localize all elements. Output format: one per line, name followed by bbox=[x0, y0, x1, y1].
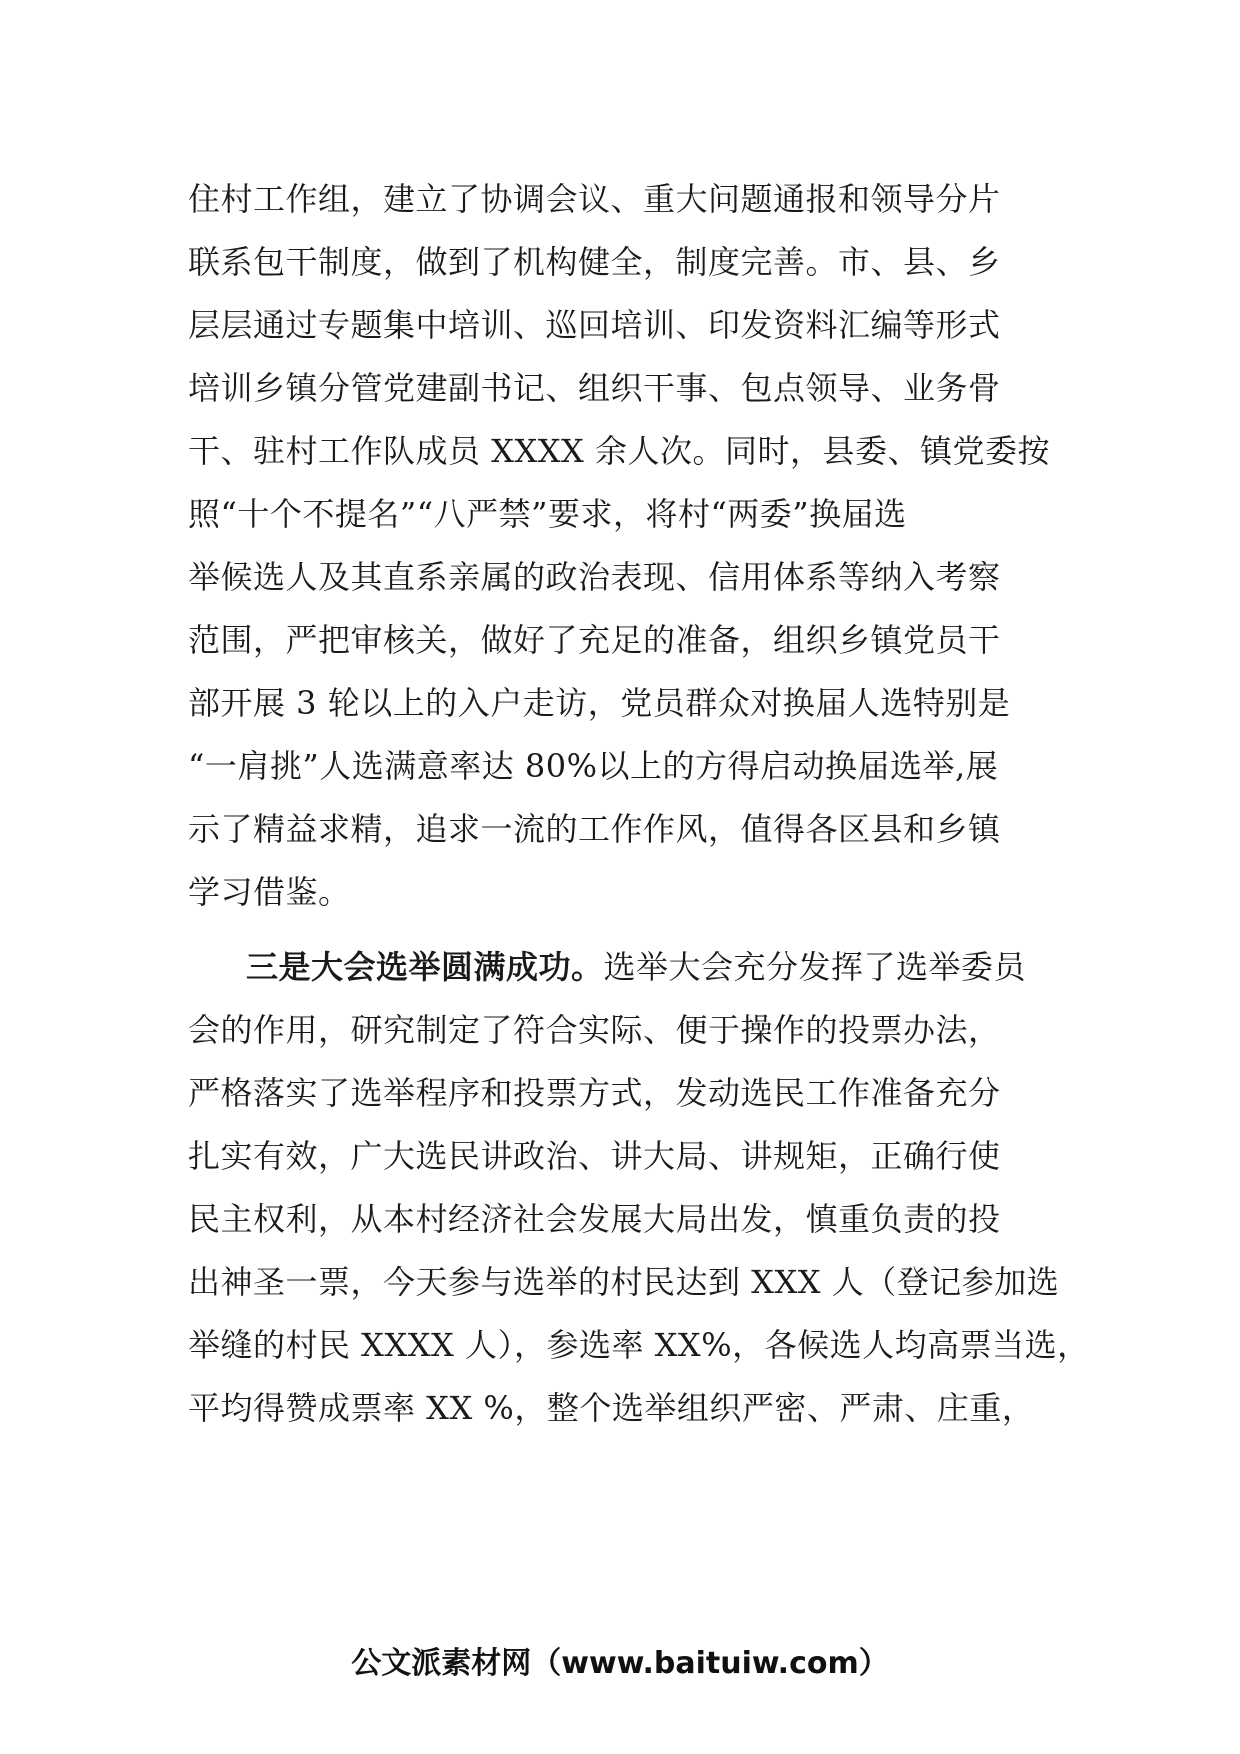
paragraph-2-line-2: 会的作用，研究制定了符合实际、便于操作的投票办法， bbox=[188, 1011, 1001, 1049]
footer-source: 公文派素材网（www.baituiw.com） bbox=[351, 1646, 889, 1681]
paragraph-1-line-1: 住村工作组，建立了协调会议、重大问题通报和领导分片 bbox=[188, 180, 1001, 218]
paragraph-1-line-11: 示了精益求精，追求一流的工作作风，值得各区县和乡镇 bbox=[188, 810, 1001, 848]
paragraph-1-line-2: 联系包干制度，做到了机构健全，制度完善。市、县、乡 bbox=[188, 243, 1001, 281]
paragraph-2-line-6: 出神圣一票，今天参与选举的村民达到 XXX 人（登记参加选 bbox=[188, 1263, 1060, 1301]
paragraph-2-line-5: 民主权利，从本村经济社会发展大局出发，慎重负责的投 bbox=[188, 1200, 1001, 1238]
body-text bbox=[188, 168, 1090, 1440]
paragraph-2-first-line-rest: 选举大会充分发挥了选举委员 bbox=[603, 948, 1027, 986]
paragraph-2-line-1 bbox=[188, 936, 1068, 999]
paragraph-2-line-7: 举缝的村民 XXXX 人），参选率 XX%，各候选人均高票当选， bbox=[188, 1326, 1090, 1364]
paragraph-1-line-7: 举候选人及其直系亲属的政治表现、信用体系等纳入考察 bbox=[188, 558, 1001, 596]
paragraph-1-line-4: 培训乡镇分管党建副书记、组织干事、包点领导、业务骨 bbox=[188, 369, 1001, 407]
paragraph-2-heading: 三是大会选举圆满成功。 bbox=[246, 948, 604, 986]
paragraph-1-line-9: 部开展 3 轮以上的入户走访，党员群众对换届人选特别是 bbox=[188, 684, 1011, 722]
paragraph-2-line-8: 平均得赞成票率 XX %，整个选举组织严密、严肃、庄重， bbox=[188, 1389, 1035, 1427]
paragraph-1-line-6: 照“十个不提名”“八严禁”要求，将村“两委”换届选 bbox=[188, 495, 907, 533]
paragraph-1-line-8: 范围，严把审核关，做好了充足的准备，组织乡镇党员干 bbox=[188, 621, 1001, 659]
paragraph-2-line-4: 扎实有效，广大选民讲政治、讲大局、讲规矩，正确行使 bbox=[188, 1137, 1001, 1175]
paragraph-1-line-12: 学习借鉴。 bbox=[188, 873, 351, 911]
paragraph-1-line-3: 层层通过专题集中培训、巡回培训、印发资料汇编等形式 bbox=[188, 306, 1001, 344]
paragraph-1-line-10: “一肩挑”人选满意率达 80%以上的方得启动换届选举,展 bbox=[188, 747, 999, 785]
paragraph-1-line-5: 干、驻村工作队成员 XXXX 余人次。同时，县委、镇党委按 bbox=[188, 432, 1050, 470]
paragraph-2-line-3: 严格落实了选举程序和投票方式，发动选民工作准备充分 bbox=[188, 1074, 1001, 1112]
